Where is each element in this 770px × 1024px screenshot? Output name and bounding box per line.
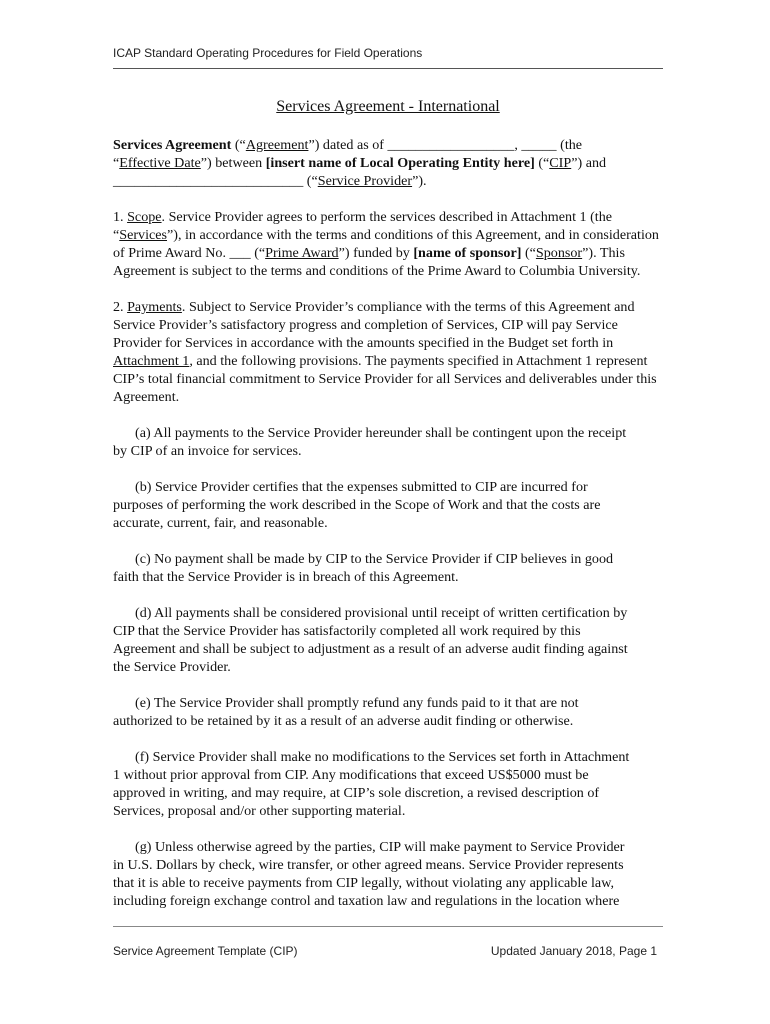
- document-body: [113, 96, 703, 910]
- term-service-provider: Service Provider: [317, 173, 413, 189]
- footer-divider: [113, 926, 663, 927]
- term-agreement: Agreement: [245, 137, 309, 153]
- clause-a: (a) All payments to the Service Provider hereunder shall be contingent upon the receipt by CIP of an invoice for services.: [113, 425, 627, 459]
- term-sponsor: Sponsor: [535, 245, 583, 261]
- term-services: Services: [119, 227, 168, 243]
- section-2-payments: 2. Payments. Subject to Service Provider’s compliance with the terms of this Agreement and Service Provider’s satisfactory progress and completion of Services, CIP will pay Service Provider for Services in accordance with the amounts specified in the Budget set forth in Attachment 1, and the following provisions. The payments specified in Attachment 1 represent CIP’s total financial commitment to Service Provider for all Services and deliverables under this Agreement.: [113, 299, 657, 405]
- page-header: ICAP Standard Operating Procedures for Field Operations: [113, 46, 423, 60]
- footer-page-info: Updated January 2018, Page 1: [490, 944, 657, 958]
- footer-template-name: Service Agreement Template (CIP): [113, 944, 298, 958]
- term-cip: CIP: [549, 155, 572, 171]
- clause-b: (b) Service Provider certifies that the expenses submitted to CIP are incurred for purposes of performing the work described in the Scope of Work and that the costs are accurate, current, fair, and reasonable.: [113, 479, 601, 531]
- header-divider: [113, 68, 663, 69]
- clause-e: (e) The Service Provider shall promptly refund any funds paid to it that are not authorized to be retained by it as a result of an adverse audit finding or otherwise.: [113, 695, 579, 729]
- link-attachment-1: Attachment 1: [113, 353, 190, 369]
- intro-paragraph: Services Agreement (“Agreement”) dated as of __________________, _____ (the “Effective Date”) between [insert name of Local Operating Entity here] (“CIP”) and ___________________________ (“Service Provider”).: [113, 137, 607, 189]
- clause-c: (c) No payment shall be made by CIP to the Service Provider if CIP believes in good faith that the Service Provider is in breach of this Agreement.: [113, 551, 614, 585]
- term-effective-date: Effective Date: [119, 155, 201, 171]
- clause-f: (f) Service Provider shall make no modifications to the Services set forth in Attachment 1 without prior approval from CIP. Any modifications that exceed US$5000 must be approved in writing, and may require, at CIP’s sole discretion, a revised description of Services, proposal and/or other supporting material.: [113, 749, 630, 819]
- clause-g: (g) Unless otherwise agreed by the parties, CIP will make payment to Service Provider in U.S. Dollars by check, wire transfer, or other agreed means. Service Provider represents that it is able to receive payments from CIP legally, without violating any applicable law, including foreign exchange control and taxation law and regulations in the location where: [113, 839, 625, 909]
- clause-d: (d) All payments shall be considered provisional until receipt of written certification by CIP that the Service Provider has satisfactorily completed all work required by this Agreement and shall be subject to adjustment as a result of an adverse audit finding against the Service Provider.: [113, 605, 628, 675]
- heading-payments: Payments: [127, 299, 182, 315]
- section-1-scope: 1. Scope. Service Provider agrees to perform the services described in Attachment 1 (the “Services”), in accordance with the terms and conditions of this Agreement, and in consideration of Prime Award No. ___ (“Prime Award”) funded by [name of sponsor] (“Sponsor”). This Agreement is subject to the terms and conditions of the Prime Award to Columbia University.: [113, 209, 659, 279]
- document-title: Services Agreement - International: [276, 98, 500, 115]
- heading-scope: Scope: [127, 209, 162, 225]
- term-prime-award: Prime Award: [265, 245, 339, 261]
